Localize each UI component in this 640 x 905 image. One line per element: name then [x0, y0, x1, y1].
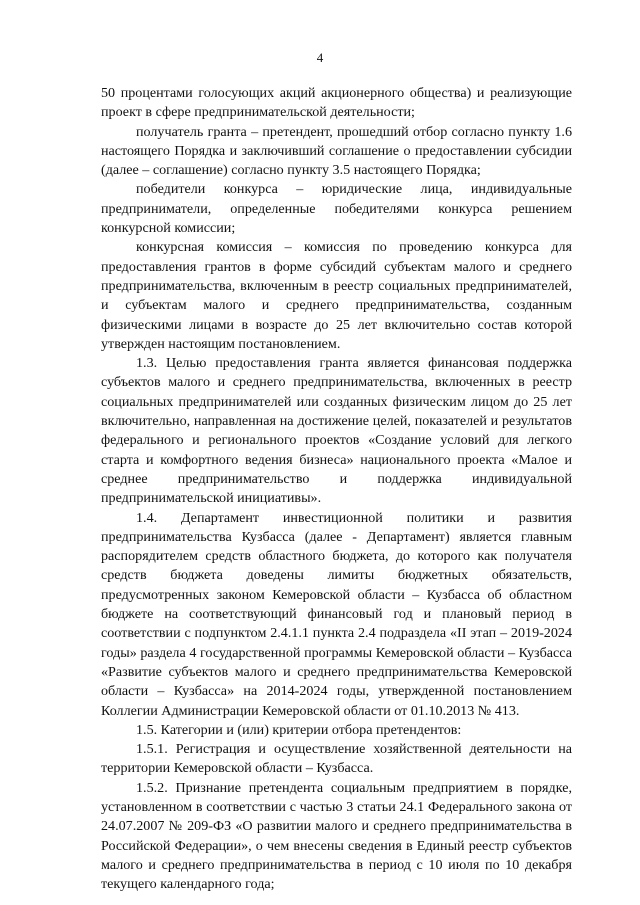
paragraph-1-5-2-social-enterprise: 1.5.2. Признание претендента социальным предприятием в порядке, установленном в соответствии с частью 3 статьи 24.1 Федерального закона от 24.07.2007 № 209-ФЗ «О развитии малого и среднего предпринимательства в Российской Федерации», о чем внесены сведения в Единый реестр субъектов малого и среднего предпринимательства в период с 10 июля по 10 декабря текущего календарного года; [101, 779, 572, 893]
paragraph-1-4-department: 1.4. Департамент инвестиционной политики и развития предпринимательства Кузбасса (далее - Департамент) является главным распорядителем средств областного бюджета, до которого как получателя средств бюджета доведены лимиты бюджетных обязательств, предусмотренных законом Кемеровской области – Кузбасса об областном бюджете на соответствующий финансовый год и плановый период в соответствии с подпунктом 2.4.1.1 пункта 2.4 подраздела «II этап – 2019-2024 годы» раздела 4 государственной программы Кемеровской области – Кузбасса «Развитие субъектов малого и среднего предпринимательства Кемеровской области – Кузбасса» на 2014-2024 годы, утвержденной постановлением Коллегии Администрации Кемеровской области от 01.10.2013 № 413. [101, 509, 572, 719]
paragraph-1-5-1-registration: 1.5.1. Регистрация и осуществление хозяйственной деятельности на территории Кемеровской области – Кузбасса. [101, 741, 572, 777]
paragraph-shareholders-continuation: 50 процентами голосующих акций акционерного общества) и реализующие проект в сфере предпринимательской деятельности; [101, 85, 572, 121]
paragraph-contest-commission: конкурсная комиссия – комиссия по проведению конкурса для предоставления грантов в форме субсидий субъектам малого и среднего предпринимательства, включенным в реестр социальных предпринимателей, и субъектам малого и среднего предпринимательства, созданным физическими лицами в возрасте до 25 лет включительно состав которой утвержден настоящим постановлением. [101, 239, 572, 352]
document-body [101, 84, 572, 894]
page-number: 4 [316, 50, 324, 65]
paragraph-grant-recipient: получатель гранта – претендент, прошедший отбор согласно пункту 1.6 настоящего Порядка и заключивший соглашение о предоставлении субсидии (далее – соглашение) согласно пункту 3.5 настоящего Порядка; [101, 123, 572, 179]
paragraph-1-3-grant-purpose: 1.3. Целью предоставления гранта является финансовая поддержка субъектов малого и среднего предпринимательства, включенных в реестр социальных предпринимателей или созданных физическим лицом до 25 лет включительно, направленная на достижение целей, показателей и результатов федерального и регионального проектов «Создание условий для легкого старта и комфортного ведения бизнеса» национального проекта «Малое и среднее предпринимательство и поддержка индивидуальной предпринимательской инициативы». [101, 355, 572, 507]
paragraph-1-5-criteria: 1.5. Категории и (или) критерии отбора претендентов: [136, 721, 462, 738]
paragraph-contest-winners: победители конкурса – юридические лица, индивидуальные предприниматели, определенные победителями конкурса решением конкурсной комиссии; [101, 181, 572, 237]
